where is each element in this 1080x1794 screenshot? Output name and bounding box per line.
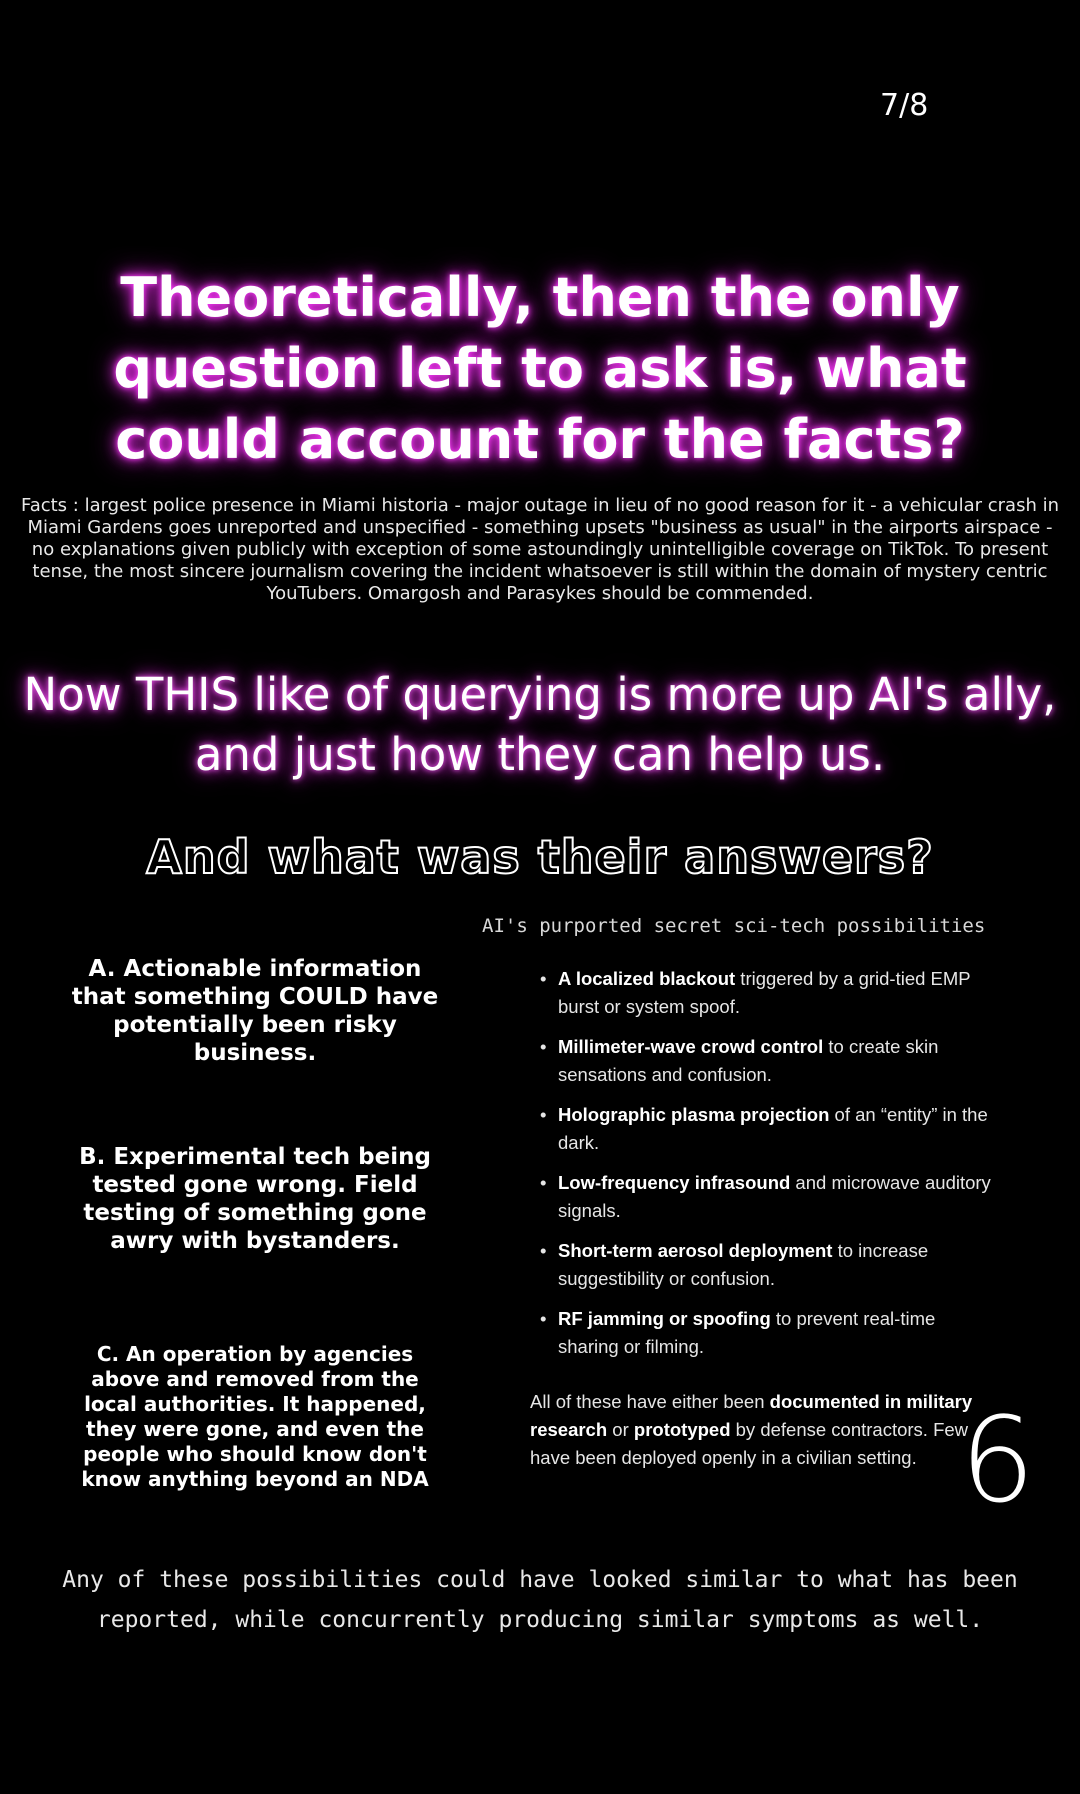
bullet-icon: • — [540, 1172, 547, 1193]
possibilities-subtitle: AI's purported secret sci-tech possibilities — [482, 915, 986, 937]
list-item-text: of an “entity” in the dark. — [558, 1104, 988, 1153]
list-item — [540, 1237, 1000, 1293]
list-item-bold: Low-frequency infrasound — [558, 1172, 791, 1193]
list-item-bold: Short-term aerosol deployment — [558, 1240, 833, 1261]
list-item-text: to create skin sensations and confusion. — [558, 1036, 939, 1085]
headline: Theoretically, then the only question left to ask is, what could account for the facts? — [113, 266, 967, 471]
summary-text-2: or — [607, 1419, 634, 1440]
list-item-bold: A localized blackout — [558, 968, 736, 989]
summary-text-1: All of these have either been — [530, 1391, 770, 1412]
facts-paragraph: Facts : largest police presence in Miami historia - major outage in lieu of no good reason for it - a vehicular crash in Miami Gardens goes unreported and unspecified - something upsets "business as usual" in the airports airspace - no explanations given publicly with exception of some astoundingly unintelligible coverage on TikTok. To present tense, the most sincere journalism covering the incident whatsoever is still within the domain of mystery centric YouTubers. Omargosh and Parasykes should be commended. — [21, 495, 1059, 604]
list-item — [540, 965, 1000, 1021]
option-a: A. Actionable information that something COULD have potentially been risky business. — [71, 956, 439, 1066]
list-item-text: triggered by a grid-tied EMP burst or system spoof. — [558, 968, 971, 1017]
bullet-icon: • — [540, 1308, 547, 1329]
query-statement: Now THIS like of querying is more up AI's ally, and just how they can help us. — [23, 668, 1057, 781]
list-item-bold: Millimeter-wave crowd control — [558, 1036, 824, 1057]
option-b: B. Experimental tech being tested gone wrong. Field testing of something gone awry with bystanders. — [79, 1144, 431, 1254]
list-item — [540, 1033, 1000, 1089]
bullet-icon: • — [540, 968, 547, 989]
list-item-bold: RF jamming or spoofing — [558, 1308, 771, 1329]
list-item — [540, 1101, 1000, 1157]
bullet-icon: • — [540, 1104, 547, 1125]
conclusion-paragraph: Any of these possibilities could have looked similar to what has been reported, while concurrently producing similar symptoms as well. — [62, 1567, 1018, 1633]
list-item-text: to increase suggestibility or confusion. — [558, 1240, 929, 1289]
tech-possibilities-list — [540, 965, 1000, 1373]
list-item — [540, 1169, 1000, 1225]
list-item-text: and microwave auditory signals. — [558, 1172, 991, 1221]
bullet-icon: • — [540, 1240, 547, 1261]
option-c: C. An operation by agencies above and removed from the local authorities. It happened, they were gone, and even the people who should know don't know anything beyond an NDA — [81, 1342, 429, 1491]
page-counter: 7/8 — [880, 88, 929, 123]
list-item-bold: Holographic plasma projection — [558, 1104, 830, 1125]
bullet-icon: • — [540, 1036, 547, 1057]
answers-title: And what was their answers? — [146, 830, 934, 884]
list-item-text: to prevent real-time sharing or filming. — [558, 1308, 936, 1357]
summary-paragraph — [530, 1388, 980, 1472]
big-number: 6 — [960, 1391, 1036, 1529]
summary-text-3: by defense contractors. Few have been deployed openly in a civilian setting. — [530, 1419, 969, 1468]
list-item — [540, 1305, 1000, 1361]
summary-bold-2: prototyped — [633, 1419, 731, 1440]
summary-bold-1: documented in military research — [530, 1391, 973, 1440]
